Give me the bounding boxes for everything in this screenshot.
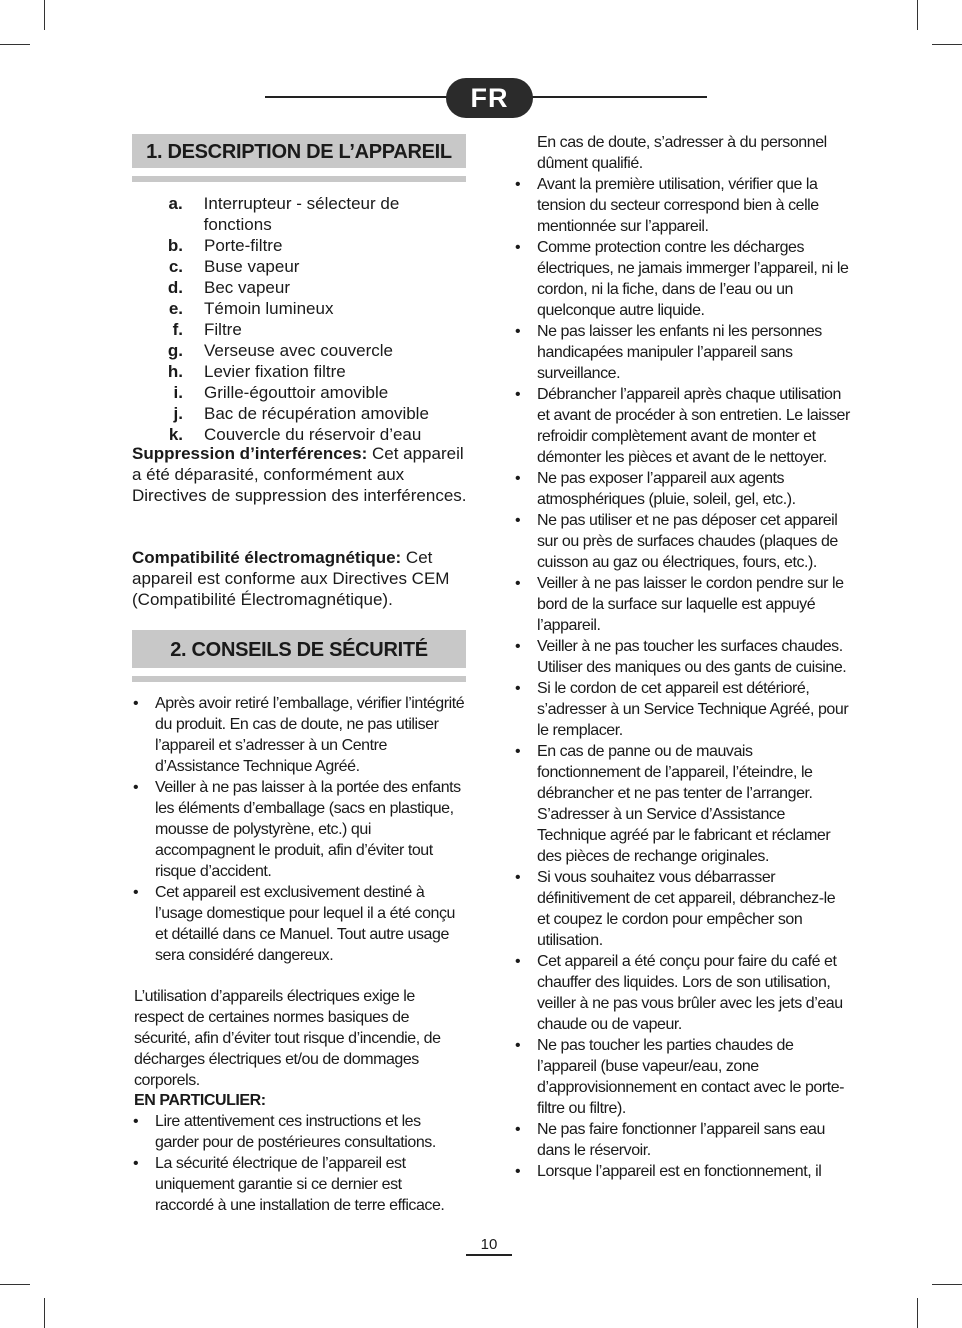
part-letter: a.: [168, 194, 183, 213]
bullet-item: • Ne pas utiliser et ne pas déposer cet appareil sur ou près de surfaces chaudes (plaques de cuisson au gaz ou électriques, fours, etc.).: [514, 510, 850, 573]
crop-mark: [0, 1284, 30, 1285]
interference-label: Suppression d’interférences:: [132, 444, 368, 463]
part-letter: h.: [167, 362, 183, 381]
bullet-item: • Lorsque l’appareil est en fonctionnement, il: [514, 1161, 850, 1182]
bullet-item: • Cet appareil a été conçu pour faire du café et chauffer des liquides. Lors de son utilisation, veiller à ne pas vous brûler avec les jets d’eau chaude ou de vapeur.: [514, 951, 850, 1035]
particular-heading: EN PARTICULIER:: [134, 1092, 266, 1109]
part-item: [140, 382, 470, 403]
bullet-item: • La sécurité électrique de l’appareil est uniquement garantie si ce dernier est raccordé à une installation de terre efficace.: [132, 1153, 462, 1216]
bullet-item: • Si le cordon de cet appareil est détérioré, s’adresser à un Service Technique Agréé, pour le remplacer.: [514, 678, 850, 741]
part-letter: j.: [173, 404, 183, 423]
page-number: 10: [480, 1236, 498, 1253]
language-badge: FR: [446, 78, 533, 118]
part-item: [140, 319, 470, 340]
bullet-item: • Ne pas toucher les parties chaudes de l’appareil (buse vapeur/eau, zone d’approvisionnement en contact avec le porte-filtre ou filtre).: [514, 1035, 850, 1119]
part-letter: k.: [168, 425, 183, 444]
part-label: Témoin lumineux: [204, 299, 334, 318]
section-rule: [132, 676, 466, 682]
header-rule-left: [265, 96, 465, 98]
crop-mark: [932, 1284, 962, 1285]
part-letter: c.: [168, 257, 183, 276]
general-safety-paragraph: L’utilisation d’appareils électriques exige le respect de certaines normes basiques de sécurité, afin d’éviter tout risque d’incendie, de décharges électriques et/ou de dommages corporels.: [134, 988, 441, 1089]
bullet-item: • Cet appareil est exclusivement destiné à l’usage domestique pour lequel il a été conçu et détaillé dans ce Manuel. Tout autre usage sera considéré dangereux.: [132, 882, 470, 966]
part-letter: d.: [167, 278, 183, 297]
bullet-item: • Si vous souhaitez vous débarrasser définitivement de cet appareil, débranchez-le et coupez le cordon pour empêcher son utilisation.: [514, 867, 850, 951]
part-label: Bac de récupération amovible: [204, 404, 429, 423]
part-label: Porte-filtre: [204, 236, 283, 255]
emc-label: Compatibilité électromagnétique:: [132, 548, 402, 567]
part-item: [140, 403, 470, 424]
part-label: Bec vapeur: [204, 278, 290, 297]
crop-mark: [0, 44, 30, 45]
crop-mark: [44, 1298, 45, 1328]
bullet-item: • Ne pas laisser les enfants ni les personnes handicapées manipuler l’appareil sans surveillance.: [514, 321, 850, 384]
part-label: Verseuse avec couvercle: [204, 341, 393, 360]
section-title-safety: 2. CONSEILS DE SÉCURITÉ: [132, 630, 466, 668]
bullet-item: • Veiller à ne pas toucher les surfaces chaudes. Utiliser des maniques ou des gants de cuisine.: [514, 636, 850, 678]
emc-paragraph: [132, 547, 467, 610]
page-number-rule: [466, 1254, 512, 1256]
part-label: Levier fixation filtre: [204, 362, 346, 381]
part-label: Buse vapeur: [204, 257, 300, 276]
interference-paragraph: [132, 443, 467, 506]
part-item: [140, 256, 470, 277]
part-label: Grille-égouttoir amovible: [204, 383, 389, 402]
part-item: [140, 361, 470, 382]
crop-mark: [932, 44, 962, 45]
crop-mark: [917, 1298, 918, 1328]
part-item: [140, 235, 470, 256]
part-item: [140, 277, 470, 298]
bullet-item: • Lire attentivement ces instructions et les garder pour de postérieures consultations.: [132, 1111, 462, 1153]
section-title-description: 1. DESCRIPTION DE L’APPAREIL: [132, 134, 466, 168]
crop-mark: [44, 0, 45, 30]
bullet-item: • Avant la première utilisation, vérifier que la tension du secteur correspond bien à celle mentionnée sur l’appareil.: [514, 174, 850, 237]
bullet-item: • Après avoir retiré l’emballage, vérifier l’intégrité du produit. En cas de doute, ne pas utiliser l’appareil et s’adresser à un Centre d’Assistance Technique Agréé.: [132, 693, 470, 777]
bullet-item: • Veiller à ne pas laisser à la portée des enfants les éléments d’emballage (sacs en plastique, mousse de polystyrène, etc.) qui accompagnent le produit, afin d’éviter tout risque d’accident.: [132, 777, 470, 882]
safety-intro-list: [132, 693, 470, 966]
bullet-item: • Veiller à ne pas laisser le cordon pendre sur le bord de la surface sur laquelle est appuyé l’appareil.: [514, 573, 850, 636]
continuation-text: En cas de doute, s’adresser à du personnel dûment qualifié.: [537, 134, 827, 172]
bullet-item: • Débrancher l’appareil après chaque utilisation et avant de procéder à son entretien. Le laisser refroidir complètement avant de monter et démonter les pièces et avant de le nettoyer.: [514, 384, 850, 468]
part-letter: b.: [167, 236, 183, 255]
part-item: [140, 193, 470, 235]
header-rule-right: [520, 96, 707, 98]
part-letter: i.: [173, 383, 183, 402]
part-label: Couvercle du réservoir d’eau: [204, 425, 422, 444]
part-letter: f.: [172, 320, 183, 339]
bullet-item: • Ne pas faire fonctionner l’appareil sans eau dans le réservoir.: [514, 1119, 850, 1161]
bullet-item: • Comme protection contre les décharges électriques, ne jamais immerger l’appareil, ni le cordon, ni la fiche, dans de l’eau ou un quelconque autre liquide.: [514, 237, 850, 321]
part-letter: g.: [167, 341, 183, 360]
crop-mark: [917, 0, 918, 30]
particular-list-left: [132, 1111, 462, 1216]
emc-text: Cet appareil est conforme aux Directives CEM (Compatibilité Électromagnétique).: [132, 548, 450, 609]
interference-text: Cet appareil a été déparasité, conformément aux Directives de suppression des interférences.: [132, 444, 467, 505]
part-item: [140, 298, 470, 319]
part-label: Filtre: [204, 320, 242, 339]
part-item: [140, 340, 470, 361]
part-label: Interrupteur - sélecteur de fonctions: [203, 194, 400, 234]
part-item: [140, 424, 470, 445]
section-rule: [132, 176, 466, 182]
bullet-item: • Ne pas exposer l’appareil aux agents atmosphériques (pluie, soleil, gel, etc.).: [514, 468, 850, 510]
parts-list: [140, 193, 470, 445]
particular-list-right: [514, 174, 850, 1182]
bullet-item: • En cas de panne ou de mauvais fonctionnement de l’appareil, l’éteindre, le débrancher et ne pas tenter de l’arranger. S’adresser à un Service d’Assistance Technique agréé par le fabricant et réclamer des pièces de rechange originales.: [514, 741, 850, 867]
part-letter: e.: [168, 299, 183, 318]
